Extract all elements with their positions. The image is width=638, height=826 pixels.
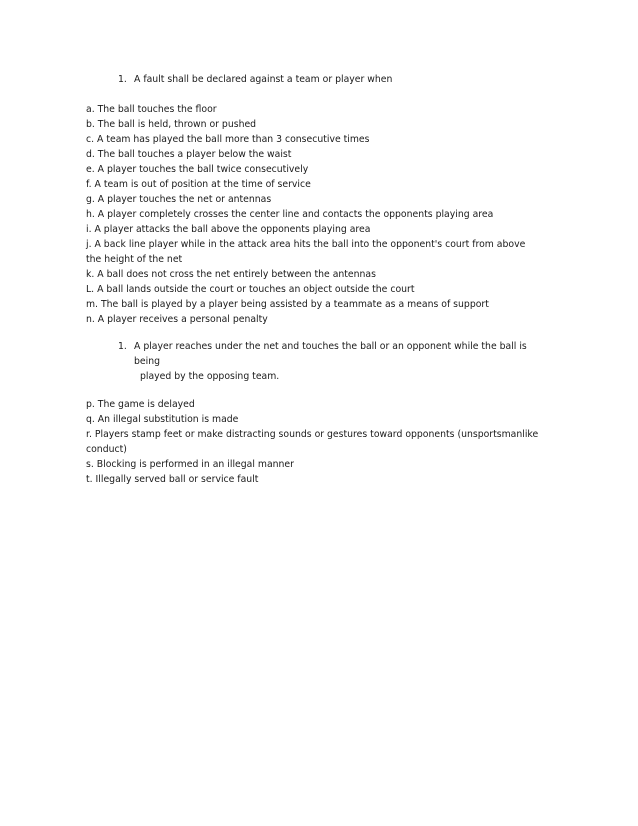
heading-line-2: played by the opposing team. bbox=[140, 371, 280, 382]
list-item: i. A player attacks the ball above the opponents playing area bbox=[86, 224, 371, 235]
list-item: n. A player receives a personal penalty bbox=[86, 314, 268, 325]
list-item: a. The ball touches the floor bbox=[86, 104, 217, 115]
list-item: m. The ball is played by a player being assisted by a teammate as a means of support bbox=[86, 299, 489, 310]
list-item: L. A ball lands outside the court or touches an object outside the court bbox=[86, 284, 415, 295]
heading-line-1: A player reaches under the net and touches the ball or an opponent while the ball is being bbox=[134, 341, 527, 367]
list-item: f. A team is out of position at the time of service bbox=[86, 179, 311, 190]
list-item: d. The ball touches a player below the waist bbox=[86, 149, 292, 160]
list-item: e. A player touches the ball twice consecutively bbox=[86, 164, 309, 175]
list-item: s. Blocking is performed in an illegal manner bbox=[86, 459, 294, 470]
list-item: t. Illegally served ball or service fault bbox=[86, 474, 259, 485]
heading-text: A fault shall be declared against a team or player when bbox=[134, 74, 393, 85]
list-item: r. Players stamp feet or make distracting sounds or gestures toward opponents (unsportsmanlike conduct) bbox=[86, 429, 539, 455]
list-item: k. A ball does not cross the net entirely between the antennas bbox=[86, 269, 376, 280]
fault-list-p-to-t bbox=[86, 397, 542, 487]
list-item: j. A back line player while in the attack area hits the ball into the opponent's court from above the height of the net bbox=[86, 239, 526, 265]
list-item: p. The game is delayed bbox=[86, 399, 195, 410]
document-body bbox=[86, 72, 542, 487]
list-number: 1. bbox=[118, 74, 127, 85]
list-item: g. A player touches the net or antennas bbox=[86, 194, 272, 205]
numbered-heading-1 bbox=[86, 72, 542, 87]
list-item: b. The ball is held, thrown or pushed bbox=[86, 119, 257, 130]
list-number: 1. bbox=[118, 341, 127, 352]
fault-list-a-to-n bbox=[86, 102, 542, 327]
list-item: h. A player completely crosses the center line and contacts the opponents playing area bbox=[86, 209, 494, 220]
list-item: c. A team has played the ball more than 3 consecutive times bbox=[86, 134, 370, 145]
numbered-heading-2 bbox=[86, 339, 542, 384]
list-item: q. An illegal substitution is made bbox=[86, 414, 239, 425]
